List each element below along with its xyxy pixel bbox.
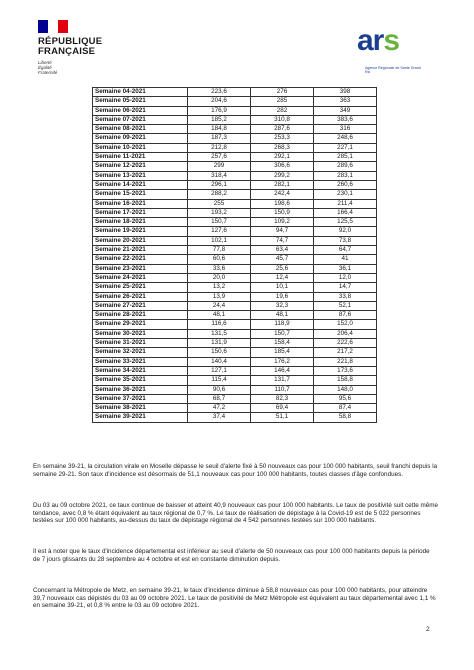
value-cell: 316 — [314, 125, 377, 134]
value-cell: 33,6 — [188, 264, 251, 273]
value-cell: 36,1 — [314, 264, 377, 273]
republique-francaise-logo — [38, 20, 118, 75]
ars-logo — [355, 24, 440, 84]
value-cell: 25,6 — [251, 264, 314, 273]
value-cell: 150,7 — [188, 218, 251, 227]
value-cell: 221,8 — [314, 357, 377, 366]
table-row — [93, 97, 377, 106]
value-cell: 248,6 — [314, 134, 377, 143]
table-row — [93, 208, 377, 217]
value-cell: 212,8 — [188, 143, 251, 152]
rf-title-line1: RÉPUBLIQUE — [38, 36, 103, 47]
value-cell: 150,9 — [251, 208, 314, 217]
value-cell: 206,4 — [314, 329, 377, 338]
value-cell: 150,7 — [251, 329, 314, 338]
value-cell: 95,6 — [314, 394, 377, 403]
value-cell: 131,5 — [188, 329, 251, 338]
value-cell: 242,4 — [251, 190, 314, 199]
incidence-table-body — [93, 88, 377, 423]
ars-logo-s: s — [383, 24, 400, 57]
value-cell: 255 — [188, 199, 251, 208]
table-row — [93, 236, 377, 245]
value-cell: 19,6 — [251, 292, 314, 301]
value-cell: 223,6 — [188, 88, 251, 97]
table-row — [93, 134, 377, 143]
ars-subtitle: Agence Régionale de Santé Grand Est — [365, 66, 421, 74]
value-cell: 211,4 — [314, 199, 377, 208]
value-cell: 109,2 — [251, 218, 314, 227]
value-cell: 24,4 — [188, 301, 251, 310]
table-row — [93, 199, 377, 208]
week-cell: Semaine 31-2021 — [93, 339, 188, 348]
week-cell: Semaine 36-2021 — [93, 385, 188, 394]
ars-logo-text — [357, 24, 399, 58]
value-cell: 45,7 — [251, 255, 314, 264]
value-cell: 282,1 — [251, 180, 314, 189]
week-cell: Semaine 13-2021 — [93, 171, 188, 180]
week-cell: Semaine 35-2021 — [93, 376, 188, 385]
week-cell: Semaine 07-2021 — [93, 115, 188, 124]
week-cell: Semaine 09-2021 — [93, 134, 188, 143]
table-row — [93, 339, 377, 348]
week-cell: Semaine 10-2021 — [93, 143, 188, 152]
value-cell: 306,6 — [251, 162, 314, 171]
value-cell: 110,7 — [251, 385, 314, 394]
table-row — [93, 190, 377, 199]
table-row — [93, 329, 377, 338]
table-row — [93, 227, 377, 236]
table-row — [93, 357, 377, 366]
value-cell: 118,9 — [251, 320, 314, 329]
value-cell: 115,4 — [188, 376, 251, 385]
table-row — [93, 255, 377, 264]
table-row — [93, 376, 377, 385]
table-row — [93, 246, 377, 255]
table-row — [93, 162, 377, 171]
incidence-table — [92, 87, 377, 423]
value-cell: 158,4 — [251, 339, 314, 348]
week-cell: Semaine 14-2021 — [93, 180, 188, 189]
value-cell: 58,8 — [314, 413, 377, 422]
value-cell: 268,3 — [251, 143, 314, 152]
value-cell: 198,6 — [251, 199, 314, 208]
value-cell: 127,6 — [188, 227, 251, 236]
table-row — [93, 348, 377, 357]
value-cell: 289,6 — [314, 162, 377, 171]
value-cell: 69,4 — [251, 404, 314, 413]
value-cell: 257,6 — [188, 153, 251, 162]
value-cell: 92,0 — [314, 227, 377, 236]
value-cell: 299 — [188, 162, 251, 171]
value-cell: 296,1 — [188, 180, 251, 189]
paragraph-october-trend: Du 03 au 09 octobre 2021, ce taux continue de baisser et atteint 40,9 nouveaux cas pour 100 000 habitants. Le taux de positivité suit cette même tendance, avec 0,8 % étant équivalent au taux régional de 0,7 %. Le taux de réalisation de dépistage à la Covid-19 est de 5 022 personnes testées sur 100 000 habitants, au-dessus du taux de dépistage régional de 4 542 personnes testées sur 100 000 habitants. — [33, 502, 439, 525]
value-cell: 12,0 — [314, 273, 377, 282]
value-cell: 90,6 — [188, 385, 251, 394]
table-row — [93, 413, 377, 422]
week-cell: Semaine 23-2021 — [93, 264, 188, 273]
value-cell: 13,2 — [188, 283, 251, 292]
value-cell: 285,1 — [314, 153, 377, 162]
week-cell: Semaine 27-2021 — [93, 301, 188, 310]
value-cell: 20,0 — [188, 273, 251, 282]
week-cell: Semaine 32-2021 — [93, 348, 188, 357]
value-cell: 318,4 — [188, 171, 251, 180]
french-flag-icon — [38, 20, 68, 33]
value-cell: 87,4 — [314, 404, 377, 413]
value-cell: 158,8 — [314, 376, 377, 385]
value-cell: 131,7 — [251, 376, 314, 385]
value-cell: 94,7 — [251, 227, 314, 236]
week-cell: Semaine 19-2021 — [93, 227, 188, 236]
rf-motto — [38, 60, 118, 75]
value-cell: 292,1 — [251, 153, 314, 162]
week-cell: Semaine 38-2021 — [93, 404, 188, 413]
week-cell: Semaine 29-2021 — [93, 320, 188, 329]
value-cell: 131,9 — [188, 339, 251, 348]
value-cell: 48,1 — [251, 311, 314, 320]
value-cell: 64,7 — [314, 246, 377, 255]
value-cell: 32,3 — [251, 301, 314, 310]
week-cell: Semaine 06-2021 — [93, 106, 188, 115]
value-cell: 193,2 — [188, 208, 251, 217]
value-cell: 287,6 — [251, 125, 314, 134]
flag-red — [58, 20, 68, 33]
table-row — [93, 106, 377, 115]
value-cell: 176,9 — [188, 106, 251, 115]
week-cell: Semaine 22-2021 — [93, 255, 188, 264]
table-row — [93, 153, 377, 162]
table-row — [93, 264, 377, 273]
value-cell: 227,1 — [314, 143, 377, 152]
paragraph-departmental-threshold: Il est à noter que le taux d'incidence départemental est inférieur au seuil d'alerte de 50 nouveaux cas pour 100 000 habitants depuis la période de 7 jours glissants du 28 septembre au 4 octobre et est en constante diminution depuis. — [33, 548, 430, 563]
value-cell: 383,6 — [314, 115, 377, 124]
rf-motto-liberte: Liberté — [38, 60, 52, 65]
value-cell: 283,1 — [314, 171, 377, 180]
week-cell: Semaine 04-2021 — [93, 88, 188, 97]
value-cell: 217,2 — [314, 348, 377, 357]
week-cell: Semaine 25-2021 — [93, 283, 188, 292]
week-cell: Semaine 11-2021 — [93, 153, 188, 162]
value-cell: 73,8 — [314, 236, 377, 245]
value-cell: 33,8 — [314, 292, 377, 301]
value-cell: 41 — [314, 255, 377, 264]
value-cell: 282 — [251, 106, 314, 115]
value-cell: 285 — [251, 97, 314, 106]
table-row — [93, 366, 377, 375]
flag-white — [48, 20, 58, 33]
table-row — [93, 171, 377, 180]
week-cell: Semaine 16-2021 — [93, 199, 188, 208]
value-cell: 125,5 — [314, 218, 377, 227]
table-row — [93, 292, 377, 301]
value-cell: 14,7 — [314, 283, 377, 292]
week-cell: Semaine 18-2021 — [93, 218, 188, 227]
rf-title — [38, 37, 118, 57]
paragraph-metz-metropole: Concernant la Métropole de Metz, en semaine 39-21, le taux d'incidence diminue à 58,8 nouveaux cas pour 100 000 habitants, pour atteindre 39,7 nouveaux cas dépistés du 03 au 09 octobre 2021. Le taux de positivité de Metz Métropole est équivalent au taux départemental avec 1,1 % en semaine 39-21, et 0,8 % entre le 03 au 09 octobre 2021. — [33, 587, 436, 610]
value-cell: 222,6 — [314, 339, 377, 348]
week-cell: Semaine 26-2021 — [93, 292, 188, 301]
value-cell: 116,6 — [188, 320, 251, 329]
value-cell: 349 — [314, 106, 377, 115]
value-cell: 127,1 — [188, 366, 251, 375]
value-cell: 148,0 — [314, 385, 377, 394]
value-cell: 87,6 — [314, 311, 377, 320]
value-cell: 185,2 — [188, 115, 251, 124]
week-cell: Semaine 39-2021 — [93, 413, 188, 422]
value-cell: 310,8 — [251, 115, 314, 124]
value-cell: 230,1 — [314, 190, 377, 199]
rf-motto-fraternite: Fraternité — [38, 70, 58, 75]
table-row — [93, 180, 377, 189]
table-row — [93, 125, 377, 134]
value-cell: 398 — [314, 88, 377, 97]
value-cell: 260,6 — [314, 180, 377, 189]
table-row — [93, 115, 377, 124]
table-row — [93, 404, 377, 413]
value-cell: 52,1 — [314, 301, 377, 310]
week-cell: Semaine 05-2021 — [93, 97, 188, 106]
value-cell: 288,2 — [188, 190, 251, 199]
week-cell: Semaine 15-2021 — [93, 190, 188, 199]
value-cell: 51,1 — [251, 413, 314, 422]
week-cell: Semaine 30-2021 — [93, 329, 188, 338]
value-cell: 363 — [314, 97, 377, 106]
value-cell: 82,3 — [251, 394, 314, 403]
value-cell: 184,8 — [188, 125, 251, 134]
table-row — [93, 218, 377, 227]
table-row — [93, 385, 377, 394]
table-row — [93, 301, 377, 310]
page-number: 2 — [426, 626, 430, 633]
value-cell: 60,6 — [188, 255, 251, 264]
week-cell: Semaine 08-2021 — [93, 125, 188, 134]
value-cell: 47,2 — [188, 404, 251, 413]
value-cell: 276 — [251, 88, 314, 97]
table-row — [93, 283, 377, 292]
paragraph-moselle-alert: En semaine 39-21, la circulation virale en Moselle dépasse le seuil d'alerte fixé à 50 nouveaux cas pour 100 000 habitants, seuil franchi depuis la semaine 29-21. Son taux d'incidence est désormais de 51,1 nouveaux cas pour 100 000 habitants, toutes classes d'âge confondues. — [33, 463, 438, 478]
week-cell: Semaine 33-2021 — [93, 357, 188, 366]
value-cell: 253,3 — [251, 134, 314, 143]
value-cell: 37,4 — [188, 413, 251, 422]
value-cell: 187,3 — [188, 134, 251, 143]
rf-title-line2: FRANÇAISE — [38, 46, 96, 57]
table-row — [93, 394, 377, 403]
week-cell: Semaine 21-2021 — [93, 246, 188, 255]
week-cell: Semaine 28-2021 — [93, 311, 188, 320]
value-cell: 77,8 — [188, 246, 251, 255]
value-cell: 10,1 — [251, 283, 314, 292]
table-row — [93, 88, 377, 97]
value-cell: 204,6 — [188, 97, 251, 106]
value-cell: 68,7 — [188, 394, 251, 403]
value-cell: 74,7 — [251, 236, 314, 245]
value-cell: 176,2 — [251, 357, 314, 366]
value-cell: 13,9 — [188, 292, 251, 301]
table-row — [93, 311, 377, 320]
week-cell: Semaine 34-2021 — [93, 366, 188, 375]
value-cell: 48,1 — [188, 311, 251, 320]
table-row — [93, 320, 377, 329]
week-cell: Semaine 12-2021 — [93, 162, 188, 171]
value-cell: 63,4 — [251, 246, 314, 255]
ars-logo-ar: ar — [357, 24, 384, 57]
value-cell: 146,4 — [251, 366, 314, 375]
table-row — [93, 143, 377, 152]
value-cell: 140,4 — [188, 357, 251, 366]
value-cell: 299,2 — [251, 171, 314, 180]
week-cell: Semaine 37-2021 — [93, 394, 188, 403]
value-cell: 173,6 — [314, 366, 377, 375]
week-cell: Semaine 20-2021 — [93, 236, 188, 245]
value-cell: 102,1 — [188, 236, 251, 245]
table-row — [93, 273, 377, 282]
week-cell: Semaine 24-2021 — [93, 273, 188, 282]
value-cell: 152,0 — [314, 320, 377, 329]
rf-motto-egalite: Égalité — [38, 65, 52, 70]
value-cell: 150,6 — [188, 348, 251, 357]
value-cell: 166,4 — [314, 208, 377, 217]
flag-blue — [38, 20, 48, 33]
week-cell: Semaine 17-2021 — [93, 208, 188, 217]
value-cell: 185,4 — [251, 348, 314, 357]
value-cell: 12,4 — [251, 273, 314, 282]
